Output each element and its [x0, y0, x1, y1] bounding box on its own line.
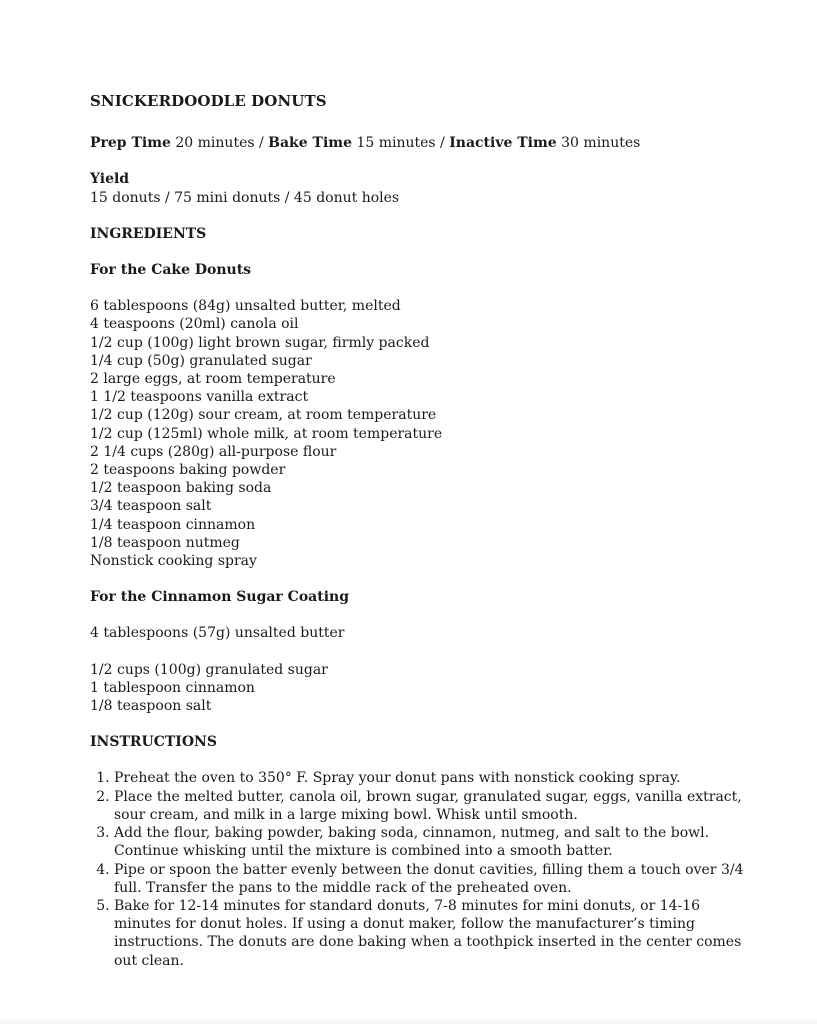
ingredient-item: 1/2 cup (125ml) whole milk, at room temperature — [90, 425, 443, 442]
ingredient-item: Nonstick cooking spray — [90, 553, 257, 570]
coating-butter-list — [90, 624, 747, 642]
ingredient-item: 2 large eggs, at room temperature — [90, 371, 336, 388]
ingredient-item: 1 1/2 teaspoons vanilla extract — [90, 389, 309, 406]
prep-time-label: Prep Time — [90, 135, 171, 152]
instruction-step: 1. Preheat the oven to 350° F. Spray your donut pans with nonstick cooking spray. — [114, 769, 747, 787]
prep-time-value: 20 minutes / — [170, 135, 269, 152]
coating-heading: For the Cinnamon Sugar Coating — [90, 589, 349, 606]
instruction-step: 4. Pipe or spoon the batter evenly between the donut cavities, filling them a touch over 3/4 full. Transfer the pans to the middle rack of the preheated oven. — [114, 861, 747, 897]
ingredient-item: 4 tablespoons (57g) unsalted butter — [90, 625, 345, 642]
ingredient-item: 1/2 cups (100g) granulated sugar — [90, 661, 328, 678]
ingredient-item: 1/2 cup (120g) sour cream, at room temperature — [90, 407, 437, 424]
instruction-step: 3. Add the flour, baking powder, baking soda, cinnamon, nutmeg, and salt to the bowl. Continue whisking until the mixture is combined into a smooth batter. — [114, 824, 747, 860]
recipe-title: SNICKERDOODLE DONUTS — [90, 92, 327, 110]
ingredient-item: 3/4 teaspoon salt — [90, 498, 212, 515]
instructions-list — [90, 769, 747, 969]
ingredient-item: 1/8 teaspoon salt — [90, 698, 212, 715]
ingredient-item: 1/8 teaspoon nutmeg — [90, 534, 240, 551]
ingredient-item: 1/2 cup (100g) light brown sugar, firmly packed — [90, 334, 430, 351]
ingredient-item: 2 teaspoons baking powder — [90, 462, 286, 479]
yield-value: 15 donuts / 75 mini donuts / 45 donut holes — [90, 189, 400, 206]
inactive-time-label: Inactive Time — [449, 135, 557, 152]
cake-ingredients-list — [90, 297, 747, 570]
page-bottom-shadow — [0, 1018, 817, 1024]
coating-sugar-list — [90, 661, 747, 716]
inactive-time-value: 30 minutes — [556, 135, 641, 152]
ingredient-item: 4 teaspoons (20ml) canola oil — [90, 316, 299, 333]
instruction-step: 5. Bake for 12-14 minutes for standard donuts, 7-8 minutes for mini donuts, or 14-16 minutes for donut holes. If using a donut maker, follow the manufacturer’s timing instructions. The donuts are done baking when a toothpick inserted in the center comes out clean. — [114, 897, 747, 970]
cake-donuts-heading: For the Cake Donuts — [90, 262, 252, 279]
yield-label: Yield — [90, 171, 130, 188]
ingredient-item: 1/4 teaspoon cinnamon — [90, 516, 256, 533]
ingredients-heading: INGREDIENTS — [90, 225, 207, 242]
bake-time-value: 15 minutes / — [352, 135, 450, 152]
ingredient-item: 2 1/4 cups (280g) all-purpose flour — [90, 443, 337, 460]
bake-time-label: Bake Time — [268, 135, 352, 152]
ingredient-item: 1 tablespoon cinnamon — [90, 679, 255, 696]
instruction-step: 2. Place the melted butter, canola oil, brown sugar, granulated sugar, eggs, vanilla extract, sour cream, and milk in a large mixing bowl. Whisk until smooth. — [114, 788, 747, 824]
ingredient-item: 1/2 teaspoon baking soda — [90, 480, 272, 497]
ingredient-item: 6 tablespoons (84g) unsalted butter, melted — [90, 298, 401, 315]
ingredient-item: 1/4 cup (50g) granulated sugar — [90, 352, 312, 369]
instructions-heading: INSTRUCTIONS — [90, 734, 217, 751]
recipe-times — [90, 134, 747, 152]
